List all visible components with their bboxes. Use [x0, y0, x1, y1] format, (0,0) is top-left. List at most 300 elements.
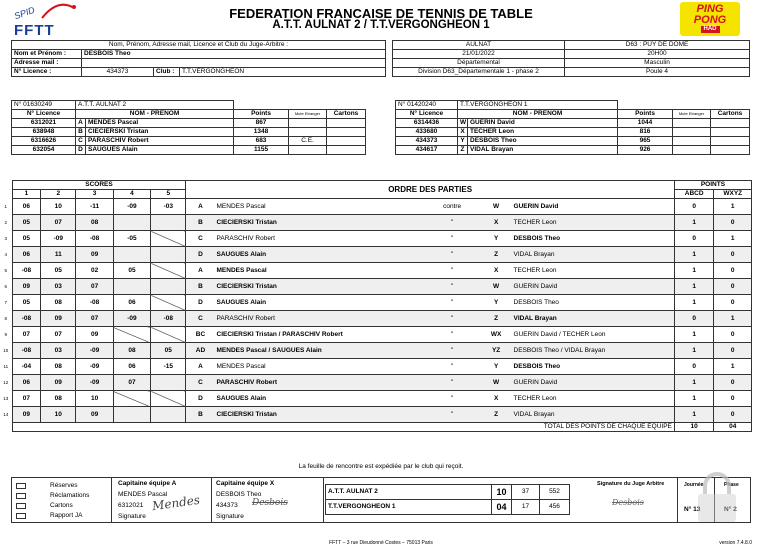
game-row [0, 295, 752, 311]
set-score: 06 [12, 199, 41, 215]
set-score [151, 375, 186, 391]
logo-pong: PONG [693, 14, 727, 26]
game-number: 14 [0, 407, 12, 423]
set-score [151, 279, 186, 295]
set-score: 09 [12, 279, 41, 295]
set-score: 07 [41, 327, 76, 343]
match-gender: Masculin [565, 59, 750, 68]
cap-x-name: DESBOIS Theo [216, 491, 262, 498]
letter-x: WX [481, 327, 512, 343]
letter-a: A [186, 359, 215, 375]
player-name: DESBOIS Theo [468, 137, 618, 146]
col-points: Points [234, 110, 289, 119]
player-a: CIECIERSKI Tristan / PARASCHIV Robert [215, 327, 424, 343]
set-score [113, 407, 150, 423]
game-row [0, 199, 752, 215]
set-score: 08 [113, 343, 150, 359]
game-row [0, 375, 752, 391]
player-points: 867 [234, 119, 289, 128]
player-points: 816 [618, 128, 673, 137]
ref-scribble: Desbois [612, 498, 644, 507]
set-score: 07 [41, 215, 76, 231]
points-a: 1 [674, 407, 714, 423]
points-a: 1 [674, 327, 714, 343]
set-header: 2 [41, 190, 76, 199]
set-score [113, 215, 150, 231]
versus-label: " [424, 279, 481, 295]
game-row [0, 311, 752, 327]
game-number: 7 [0, 295, 12, 311]
col-cards: Cartons [711, 110, 750, 119]
points-x: 0 [714, 215, 752, 231]
versus-label: " [424, 295, 481, 311]
player-cards [327, 137, 366, 146]
ref-club-label: Club : [154, 68, 180, 77]
result-table [325, 484, 570, 515]
game-number: 8 [0, 311, 12, 327]
total-x: 04 [714, 423, 752, 432]
points-a: 1 [674, 391, 714, 407]
cap-a-title: Capitaine équipe A [118, 480, 177, 487]
col-licence: N° Licence [12, 110, 76, 119]
team-x-table [395, 100, 750, 155]
letter-a: BC [186, 327, 215, 343]
cap-x-licence: 434373 [216, 502, 238, 509]
points-title: POINTS [674, 181, 751, 190]
points-x: 1 [714, 311, 752, 327]
player-letter: X [458, 128, 468, 137]
points-a: 0 [674, 359, 714, 375]
player-name: CIECIERSKI Tristan [86, 128, 234, 137]
game-row [0, 359, 752, 375]
cap-a-signature: Signature [118, 513, 146, 520]
set-score: 06 [113, 359, 150, 375]
phase-label: Phase [724, 482, 739, 488]
letter-a: AD [186, 343, 215, 359]
game-number: 11 [0, 359, 12, 375]
game-number: 1 [0, 199, 12, 215]
set-score [151, 407, 186, 423]
game-number: 2 [0, 215, 12, 231]
player-licence: 433680 [396, 128, 458, 137]
set-score: -04 [12, 359, 41, 375]
player-x: GUERIN David [512, 375, 675, 391]
ping-pong-logo [680, 2, 740, 36]
set-score: -08 [12, 263, 41, 279]
journee-value: N° 13 [684, 506, 701, 513]
set-score: -09 [76, 359, 113, 375]
team-a-number: N° 01630249 [12, 101, 76, 110]
player-cards [327, 119, 366, 128]
set-score: 07 [12, 327, 41, 343]
player-x: GUERIN David / TECHER Leon [512, 327, 675, 343]
set-score: -08 [151, 311, 186, 327]
set-score: -03 [151, 199, 186, 215]
player-row [12, 128, 366, 137]
set-score: 07 [76, 311, 113, 327]
letter-a: D [186, 295, 215, 311]
col-mute: Mute Etranger [673, 110, 711, 119]
set-header: 5 [151, 190, 186, 199]
player-letter: A [76, 119, 86, 128]
player-row [396, 128, 750, 137]
phase-value: N° 2 [724, 506, 737, 513]
set-header: 3 [76, 190, 113, 199]
player-x: VIDAL Brayan [512, 247, 675, 263]
set-score: 06 [12, 375, 41, 391]
player-a: PARASCHIV Robert [215, 231, 424, 247]
player-x: TECHER Leon [512, 263, 675, 279]
player-letter: B [76, 128, 86, 137]
reclamations-label: Réclamations [50, 492, 90, 499]
points-x: 0 [714, 279, 752, 295]
result-x-score: 04 [492, 500, 512, 515]
player-a: CIECIERSKI Tristan [215, 279, 424, 295]
player-mute [289, 119, 327, 128]
set-score: 07 [76, 279, 113, 295]
player-name: MENDES Pascal [86, 119, 234, 128]
result-a-points: 552 [540, 485, 570, 500]
game-number: 13 [0, 391, 12, 407]
versus-label: " [424, 391, 481, 407]
set-score [113, 279, 150, 295]
versus-label: " [424, 359, 481, 375]
player-mute [673, 119, 711, 128]
version-label: version 7.4.8.0 [719, 540, 752, 546]
player-row [12, 119, 366, 128]
set-score: -09 [113, 311, 150, 327]
player-letter: D [76, 146, 86, 155]
player-name: TECHER Leon [468, 128, 618, 137]
letter-x: Y [481, 295, 512, 311]
player-x: VIDAL Brayan [512, 407, 675, 423]
player-row [12, 146, 366, 155]
player-a: SAUGUES Alain [215, 391, 424, 407]
player-licence: 638948 [12, 128, 76, 137]
game-row [0, 215, 752, 231]
set-score: -15 [151, 359, 186, 375]
cap-x-scribble: Desbois [252, 498, 288, 508]
versus-label: " [424, 263, 481, 279]
letter-x: W [481, 375, 512, 391]
player-mute [673, 128, 711, 137]
player-x: DESBOIS Theo [512, 295, 675, 311]
player-cards [711, 137, 750, 146]
set-score: 09 [41, 375, 76, 391]
versus-label: " [424, 343, 481, 359]
versus-label: " [424, 231, 481, 247]
player-a: MENDES Pascal [215, 199, 424, 215]
set-score: 05 [12, 215, 41, 231]
col-mute: Mute Etranger [289, 110, 327, 119]
letter-a: A [186, 263, 215, 279]
game-row [0, 391, 752, 407]
player-x: GUERIN David [512, 199, 675, 215]
match-division: Division D63_Départementale 1 - phase 2 [393, 68, 565, 77]
player-x: TECHER Leon [512, 391, 675, 407]
player-x: TECHER Leon [512, 215, 675, 231]
cap-a-scribble: Mendes [151, 492, 201, 514]
points-a: 1 [674, 263, 714, 279]
cap-x-title: Capitaine équipe X [216, 480, 275, 487]
points-a: 1 [674, 295, 714, 311]
set-score: 07 [113, 375, 150, 391]
player-a: CIECIERSKI Tristan [215, 407, 424, 423]
letter-a: B [186, 407, 215, 423]
set-score: -09 [76, 375, 113, 391]
set-score: 05 [151, 343, 186, 359]
letter-x: X [481, 263, 512, 279]
set-score: -05 [113, 231, 150, 247]
journee-label: Journée [684, 482, 704, 488]
set-score [151, 263, 186, 279]
letter-x: Z [481, 407, 512, 423]
points-a: 0 [674, 311, 714, 327]
fftt-address: FFTT – 3 rue Dieudonné Costes – 75013 Paris [329, 540, 433, 546]
set-score: 10 [76, 391, 113, 407]
player-x: DESBOIS Theo [512, 231, 675, 247]
game-number: 9 [0, 327, 12, 343]
page-title: FEDERATION FRANCAISE DE TENNIS DE TABLE [229, 6, 533, 21]
ref-licence-label: N° Licence : [12, 68, 82, 77]
player-row [12, 137, 366, 146]
letter-x: Z [481, 247, 512, 263]
player-points: 1044 [618, 119, 673, 128]
player-row [396, 119, 750, 128]
player-points: 926 [618, 146, 673, 155]
points-x: 0 [714, 327, 752, 343]
sent-note: La feuille de rencontre est expédiée par le club qui reçoit. [298, 463, 464, 470]
order-title: ORDRE DES PARTIES [186, 181, 674, 199]
player-cards [711, 128, 750, 137]
lock-icon [692, 472, 742, 524]
points-a: 1 [674, 215, 714, 231]
player-mute [673, 146, 711, 155]
team-x-name: T.T.VERGONGHEON 1 [458, 101, 618, 110]
game-row [0, 247, 752, 263]
ref-name-label: Nom et Prénom : [12, 50, 82, 59]
set-score: 09 [12, 407, 41, 423]
versus-label: " [424, 247, 481, 263]
player-name: VIDAL Brayan [468, 146, 618, 155]
set-score: 09 [76, 247, 113, 263]
games-table [0, 180, 752, 432]
letter-a: D [186, 247, 215, 263]
versus-label: " [424, 327, 481, 343]
game-row [0, 263, 752, 279]
page-subtitle: A.T.T. AULNAT 2 / T.T.VERGONGHEON 1 [272, 19, 490, 31]
letter-x: Z [481, 311, 512, 327]
letter-x: X [481, 391, 512, 407]
player-mute [289, 146, 327, 155]
player-row [396, 137, 750, 146]
set-score: 07 [12, 391, 41, 407]
player-points: 965 [618, 137, 673, 146]
rapport-label: Rapport JA [50, 512, 83, 519]
points-x: 0 [714, 391, 752, 407]
set-score: -08 [12, 311, 41, 327]
set-score [113, 247, 150, 263]
set-score [151, 231, 186, 247]
player-licence: 434617 [396, 146, 458, 155]
col-abcd: ABCD [674, 190, 714, 199]
ref-signature-label: Signature du Juge Arbitre [597, 481, 665, 487]
points-x: 0 [714, 407, 752, 423]
set-score: 03 [41, 343, 76, 359]
game-row [0, 327, 752, 343]
player-cards [711, 146, 750, 155]
player-name: GUERIN David [468, 119, 618, 128]
result-a-team: A.T.T. AULNAT 2 [326, 485, 492, 500]
points-a: 1 [674, 343, 714, 359]
result-a-score: 10 [492, 485, 512, 500]
set-score: 05 [12, 295, 41, 311]
set-score: -09 [76, 343, 113, 359]
player-a: PARASCHIV Robert [215, 311, 424, 327]
player-x: VIDAL Brayan [512, 311, 675, 327]
set-score [151, 295, 186, 311]
cap-x-signature: Signature [216, 513, 244, 520]
team-x-number: N° 01420240 [396, 101, 458, 110]
team-a-name: A.T.T. AULNAT 2 [76, 101, 234, 110]
set-score: -08 [12, 343, 41, 359]
cap-a-name: MENDES Pascal [118, 491, 168, 498]
points-x: 1 [714, 359, 752, 375]
set-score: 08 [76, 215, 113, 231]
player-licence: 434373 [396, 137, 458, 146]
set-score: -08 [76, 295, 113, 311]
set-score [151, 215, 186, 231]
player-cards [327, 128, 366, 137]
player-licence: 6314436 [396, 119, 458, 128]
set-score [151, 247, 186, 263]
player-x: DESBOIS Theo / VIDAL Brayan [512, 343, 675, 359]
logo-ping: PING [696, 3, 724, 15]
player-letter: C [76, 137, 86, 146]
game-number: 3 [0, 231, 12, 247]
fftt-label: FFTT [14, 22, 55, 39]
player-points: 683 [234, 137, 289, 146]
player-mute: C.E. [289, 137, 327, 146]
letter-x: W [481, 279, 512, 295]
scores-title: SCORES [12, 181, 186, 190]
points-a: 1 [674, 247, 714, 263]
player-licence: 6316626 [12, 137, 76, 146]
player-a: MENDES Pascal / SAUGUES Alain [215, 343, 424, 359]
versus-label: contre [424, 199, 481, 215]
result-x-points: 456 [540, 500, 570, 515]
total-label: TOTAL DES POINTS DE CHAQUE EQUIPE [12, 423, 674, 432]
col-name: NOM - PRENOM [76, 110, 234, 119]
points-x: 1 [714, 199, 752, 215]
points-a: 0 [674, 199, 714, 215]
points-a: 0 [674, 231, 714, 247]
versus-label: " [424, 311, 481, 327]
set-score [113, 391, 150, 407]
set-score: 08 [41, 295, 76, 311]
game-number: 12 [0, 375, 12, 391]
set-score [151, 391, 186, 407]
letter-a: C [186, 311, 215, 327]
match-date: 21/01/2022 [393, 50, 565, 59]
cartons-label: Cartons [50, 502, 73, 509]
result-a-sets: 37 [512, 485, 540, 500]
set-score: 09 [76, 327, 113, 343]
match-info-table [392, 40, 750, 77]
points-x: 0 [714, 375, 752, 391]
col-licence: N° Licence [396, 110, 458, 119]
set-score: 09 [76, 407, 113, 423]
match-venue: AULNAT [393, 41, 565, 50]
player-a: CIECIERSKI Tristan [215, 215, 424, 231]
set-score: 05 [12, 231, 41, 247]
set-score: -11 [76, 199, 113, 215]
ref-mail-label: Adresse mail : [12, 59, 82, 68]
footer-box [11, 477, 751, 523]
set-score: 06 [12, 247, 41, 263]
team-a-table [11, 100, 366, 155]
versus-label: " [424, 215, 481, 231]
letter-a: C [186, 375, 215, 391]
set-score: 08 [41, 359, 76, 375]
player-letter: W [458, 119, 468, 128]
letter-a: A [186, 199, 215, 215]
referee-heading: Nom, Prénom, Adresse mail, Licence et Club du Juge-Arbitre : [12, 41, 386, 50]
letter-a: C [186, 231, 215, 247]
set-score: 06 [113, 295, 150, 311]
ref-club-value: T.T.VERGONGHEON [180, 68, 386, 77]
player-licence: 6312021 [12, 119, 76, 128]
cap-a-licence: 6312021 [118, 502, 144, 509]
letter-x: Y [481, 231, 512, 247]
set-score: -09 [113, 199, 150, 215]
set-score: 10 [41, 199, 76, 215]
set-score: 09 [41, 311, 76, 327]
points-x: 0 [714, 247, 752, 263]
player-licence: 632054 [12, 146, 76, 155]
game-number: 6 [0, 279, 12, 295]
letter-a: B [186, 279, 215, 295]
game-row [0, 231, 752, 247]
versus-label: " [424, 407, 481, 423]
set-score [113, 327, 150, 343]
game-row [0, 343, 752, 359]
ref-mail-value [82, 59, 386, 68]
points-x: 1 [714, 231, 752, 247]
match-poule: Poule 4 [565, 68, 750, 77]
set-score: 05 [41, 263, 76, 279]
logo-had: HAD [701, 26, 720, 33]
set-score: 02 [76, 263, 113, 279]
player-cards [711, 119, 750, 128]
letter-x: W [481, 199, 512, 215]
player-name: SAUGUES Alain [86, 146, 234, 155]
points-a: 1 [674, 375, 714, 391]
player-name: PARASCHIV Robert [86, 137, 234, 146]
points-a: 1 [674, 279, 714, 295]
reserves-label: Réserves [50, 482, 78, 489]
letter-a: D [186, 391, 215, 407]
col-cards: Cartons [327, 110, 366, 119]
set-header: 4 [113, 190, 150, 199]
letter-x: Y [481, 359, 512, 375]
set-score: -08 [76, 231, 113, 247]
player-a: SAUGUES Alain [215, 295, 424, 311]
game-number: 4 [0, 247, 12, 263]
game-number: 5 [0, 263, 12, 279]
player-a: MENDES Pascal [215, 263, 424, 279]
player-letter: Y [458, 137, 468, 146]
